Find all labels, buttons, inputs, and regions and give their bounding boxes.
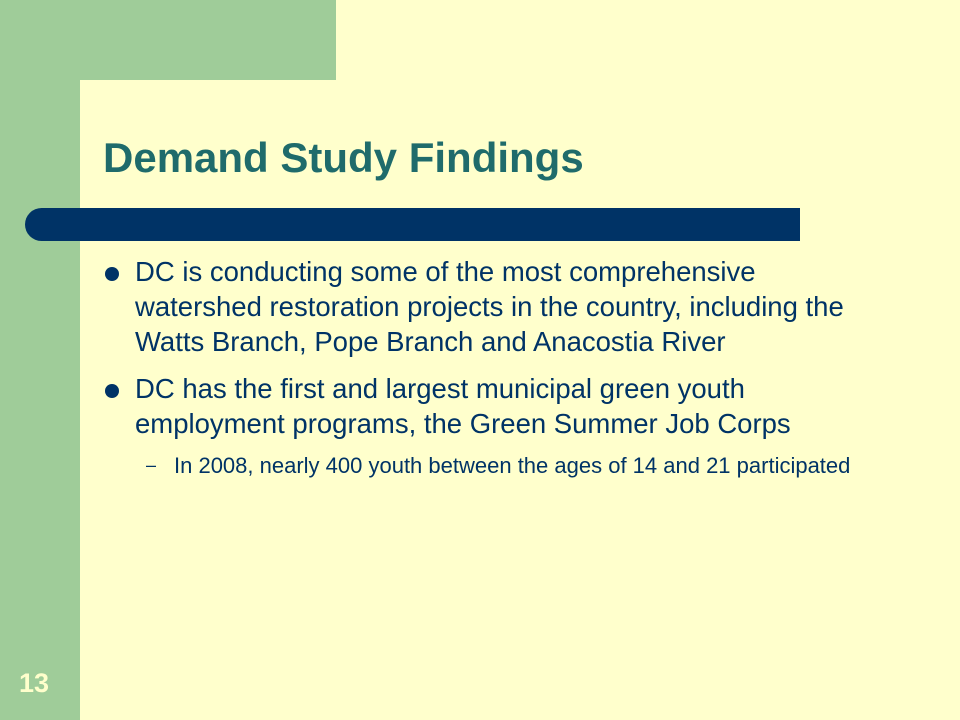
bullet-item bbox=[103, 371, 883, 441]
sub-bullet-item bbox=[103, 451, 883, 480]
title-underline-bar bbox=[25, 208, 800, 241]
slide-number: 13 bbox=[19, 668, 50, 698]
slide-title: Demand Study Findings bbox=[103, 134, 584, 181]
bullet-text: DC has the first and largest municipal green youth employment programs, the Green Summer Job Corps bbox=[135, 373, 791, 439]
bullet-item bbox=[103, 254, 883, 359]
band-corner-curve bbox=[80, 80, 140, 140]
slide-content bbox=[103, 254, 883, 480]
bullet-dot-icon bbox=[105, 384, 119, 398]
top-side-band bbox=[80, 0, 336, 80]
bullet-dot-icon bbox=[105, 267, 119, 281]
left-side-band bbox=[0, 0, 80, 720]
bullet-text: DC is conducting some of the most comprehensive watershed restoration projects in the country, including the Watts Branch, Pope Branch and Anacostia River bbox=[135, 256, 844, 357]
dash-icon: – bbox=[146, 455, 157, 475]
sub-bullet-text: In 2008, nearly 400 youth between the ages of 14 and 21 participated bbox=[174, 453, 851, 478]
